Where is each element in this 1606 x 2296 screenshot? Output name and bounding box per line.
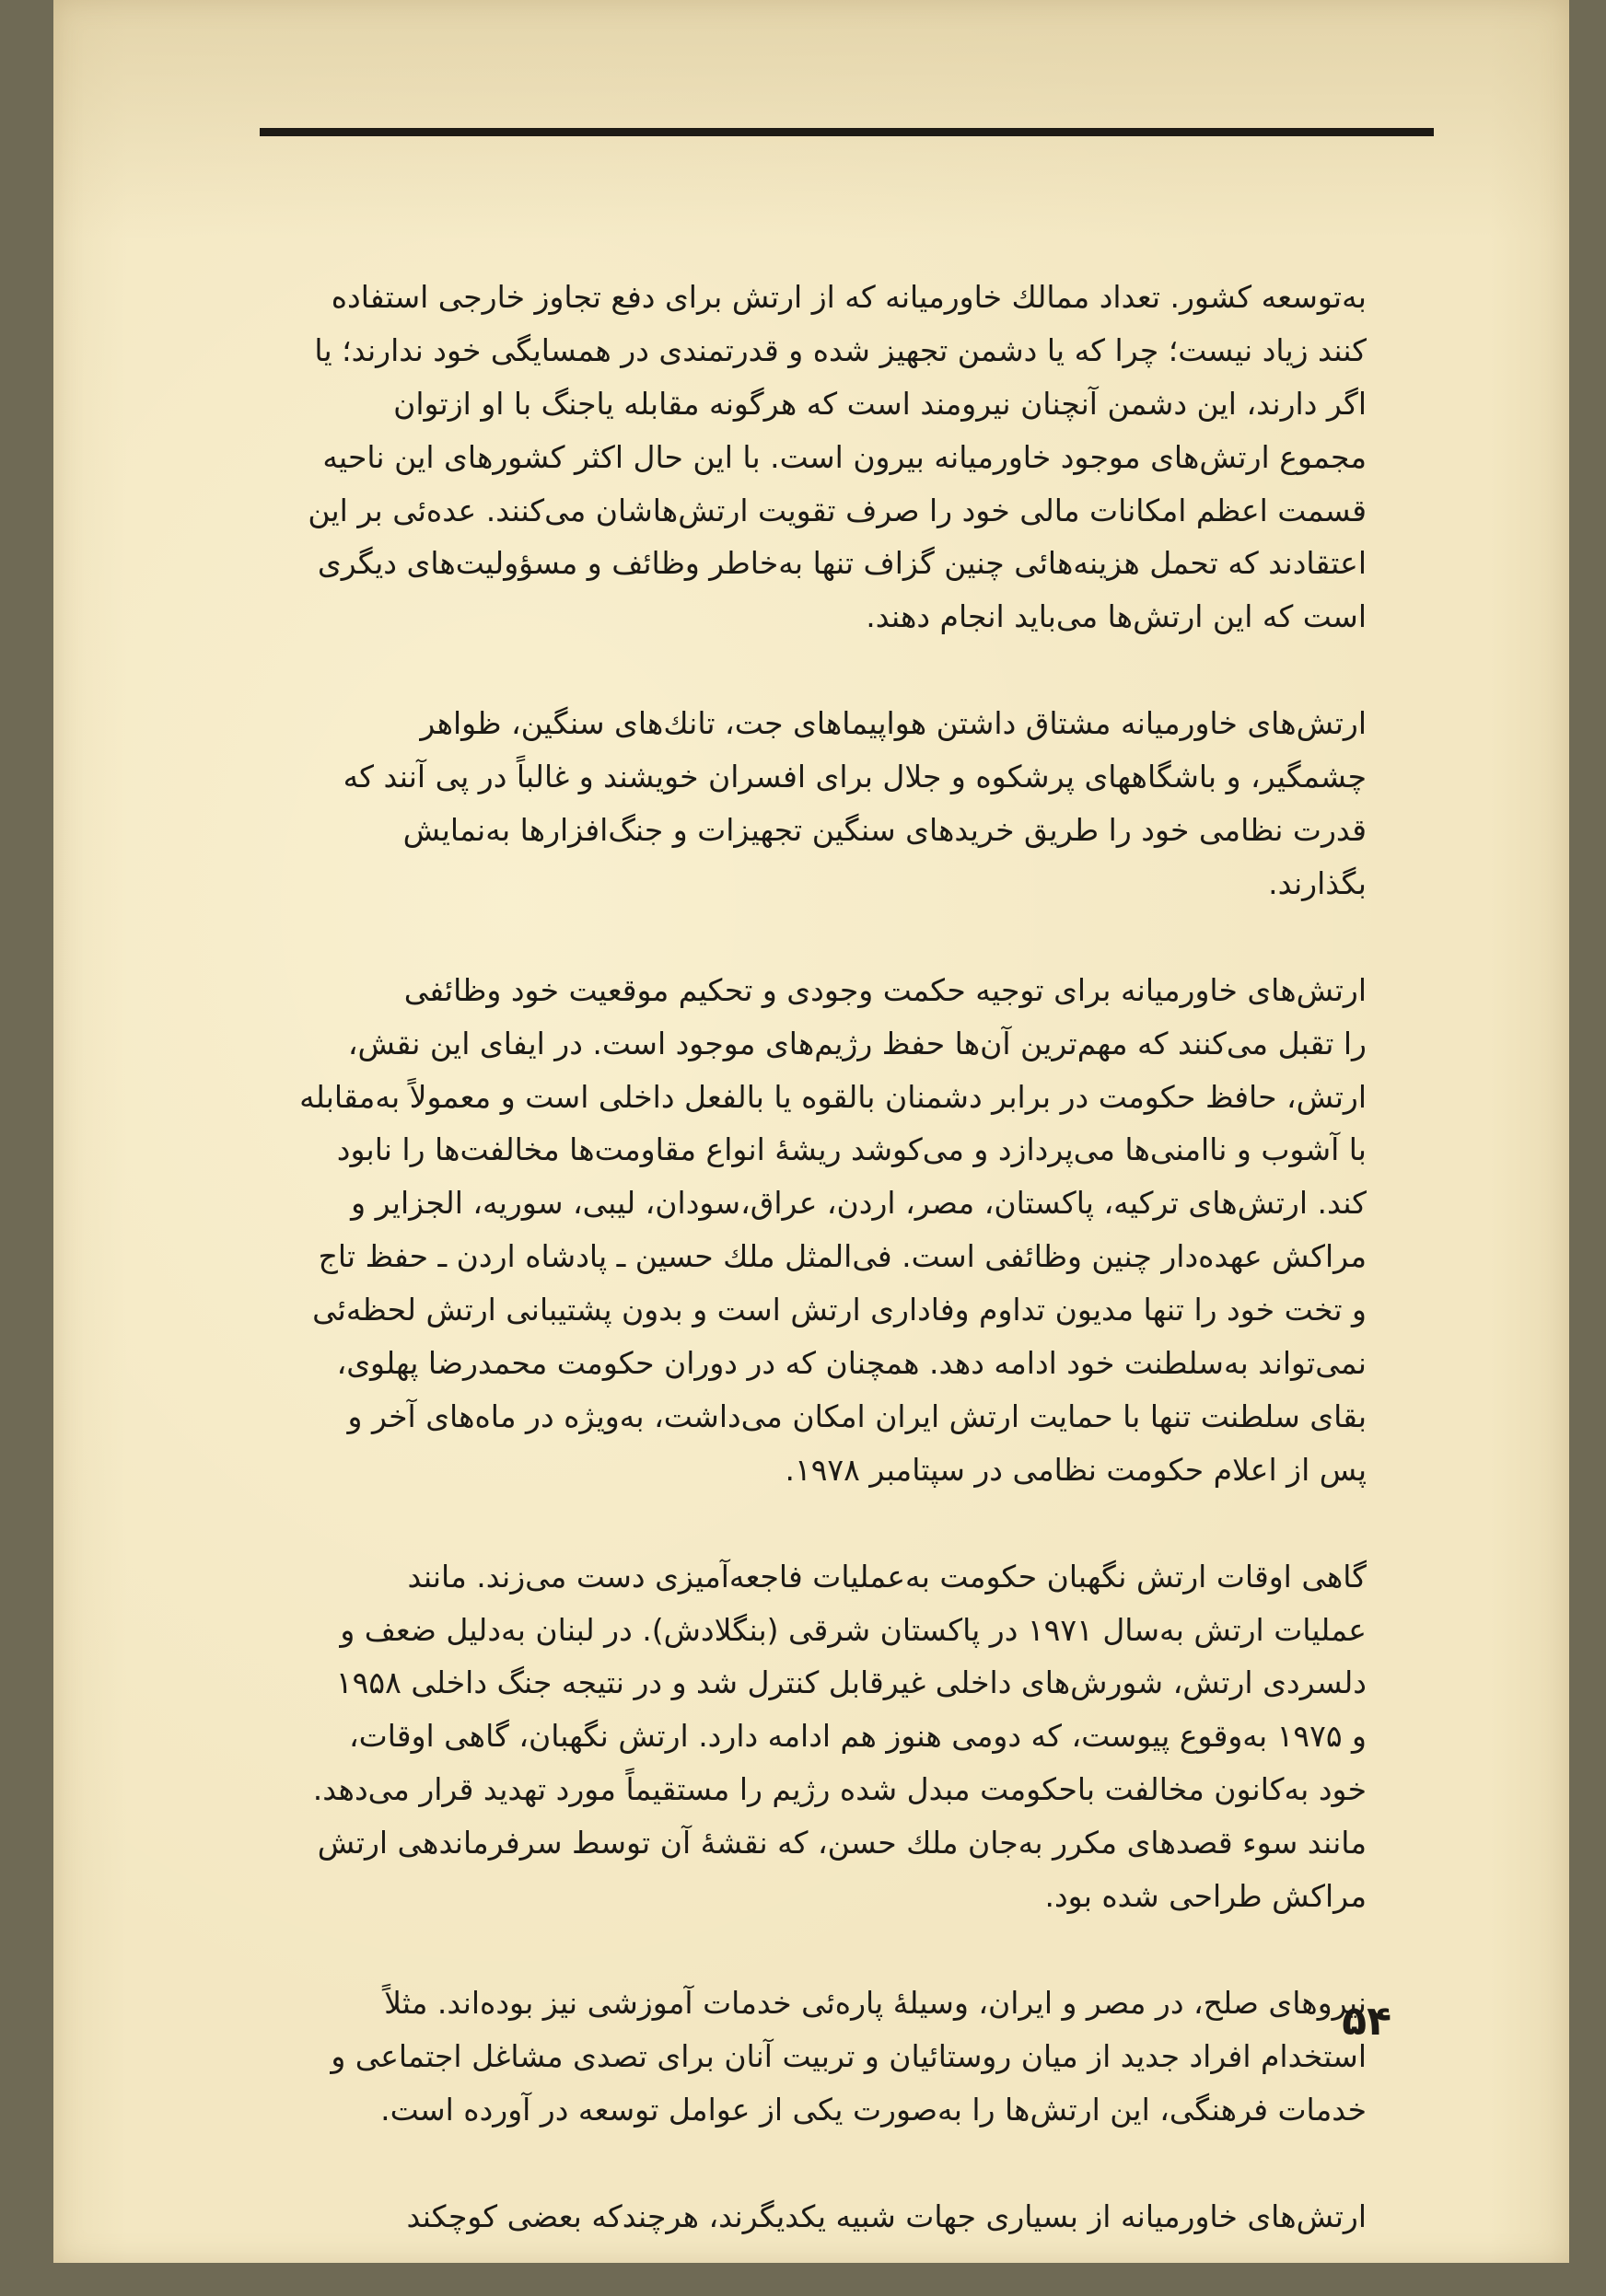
- header-rule: [260, 128, 1434, 136]
- paragraph-2: ارتش‌های خاورمیانه مشتاق داشتن هواپیماهای جت، تانك‌های سنگین، ظواهر چشمگیر، و باشگاههای پرشکوه و جلال برای افسران خویشند و غالباً در پی آنند که قدرت نظامی خود را طریق خریدهای سنگین تجهیزات و جنگ‌افزارها به‌نمایش بگذارند.: [343, 705, 1367, 901]
- paragraph-4: گاهی اوقات ارتش نگهبان حکومت به‌عملیات فاجعه‌آمیزی دست می‌زند. مانند عملیات ارتش به‌سال ۱۹۷۱ در پاکستان شرقی (بنگلادش). در لبنان به‌دلیل ضعف و دلسردی ارتش، شورش‌های داخلی غیرقابل کنترل شد و در نتیجه جنگ داخلی ۱۹۵۸ و ۱۹۷۵ به‌وقوع پیوست، که دومی هنوز هم ادامه دارد. ارتش نگهبان، گاهی اوقات، خود به‌کانون مخالفت باحکومت مبدل شده رژیم را مستقیماً مورد تهدید قرار می‌دهد. مانند سوء قصدهای مکرر به‌جان ملك حسن، که نقشهٔ آن توسط سرفرماندهی ارتش مراکش طراحی شده بود.: [312, 1558, 1367, 1915]
- page-number: ۵۴: [1342, 1998, 1391, 2045]
- paragraph-6: ارتش‌های خاورمیانه از بسیاری جهات شبیه یکدیگرند، هرچندکه بعضی کوچکند: [406, 2197, 1367, 2234]
- paragraph-5: نیروهای صلح، در مصر و ایران، وسیلهٔ پاره‌ئی خدمات آموزشی نیز بوده‌اند. مثلاً استخدام افراد جدید از میان روستائیان و تربیت آنان برای تصدی مشاغل اجتماعی و خدمات فرهنگی، این ارتش‌ها را به‌صورت یکی از عوامل توسعه در آورده است.: [331, 1984, 1367, 2128]
- body-text: [238, 217, 1367, 2296]
- paragraph-1: به‌توسعه کشور. تعداد ممالك خاورمیانه که از ارتش برای دفع تجاوز خارجی استفاده کنند زیاد نیست؛ چرا که یا دشمن تجهیز شده و قدرتمندی در همسایگی خود ندارند؛ یا اگر دارند، این دشمن آنچنان نیرومند است که هرگونه مقابله یاجنگ با او ازتوان مجموع ارتش‌های موجود خاورمیانه بیرون است. با این حال اکثر کشورهای این ناحیه قسمت اعظم امکانات مالی خود را صرف تقویت ارتش‌هاشان می‌کنند. عده‌ئی بر این اعتقادند که تحمل هزینه‌هائی چنین گزاف تنها به‌خاطر وظائف و مسؤولیت‌های دیگری است که این ارتش‌ها می‌باید انجام دهند.: [308, 278, 1367, 635]
- paragraph-3: ارتش‌های خاورمیانه برای توجیه حکمت وجودی و تحکیم موقعیت خود وظائفی را تقبل می‌کنند که مهم‌ترین آن‌ها حفظ رژیم‌های موجود است. در ایفای این نقش، ارتش، حافظ حکومت در برابر دشمنان بالقوه یا بالفعل داخلی است و معمولاً به‌مقابله با آشوب و ناامنی‌ها می‌پردازد و می‌کوشد ریشهٔ انواع مقاومت‌ها مخالفت‌ها را نابود کند. ارتش‌های ترکیه، پاکستان، مصر، اردن، عراق،سودان، لیبی، سوریه، الجزایر و مراکش عهده‌دار چنین وظائفی است. فی‌المثل ملك حسین ـ پادشاه اردن ـ حفظ تاج و تخت خود را تنها مدیون تداوم وفاداری ارتش است و بدون پشتیبانی ارتش لحظه‌ئی نمی‌تواند به‌سلطنت خود ادامه دهد. همچنان که در دوران حکومت محمدرضا پهلوی، بقای سلطنت تنها با حمایت ارتش ایران امکان می‌داشت، به‌ویژه در ماه‌های آخر و پس از اعلام حکومت نظامی در سپتامبر ۱۹۷۸.: [299, 971, 1367, 1488]
